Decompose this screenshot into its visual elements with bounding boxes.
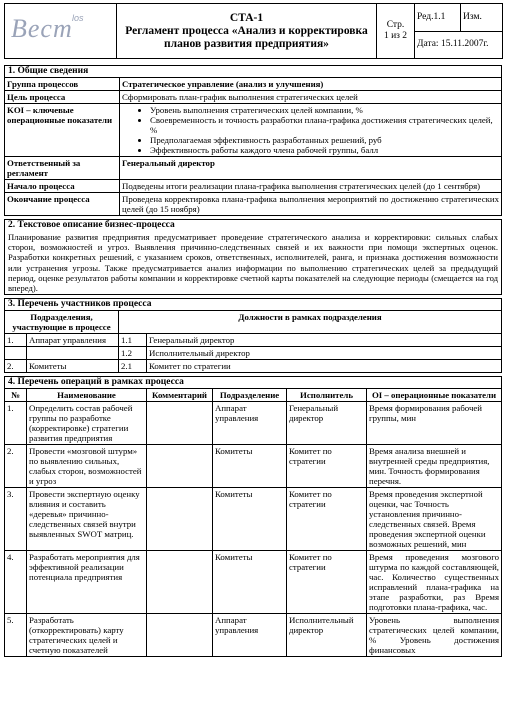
participants-table (4, 310, 502, 373)
operation-department: Аппарат управления (213, 614, 287, 657)
participant-number: 1. (5, 334, 27, 347)
revision: Ред.1.1 (415, 4, 461, 32)
operation-number: 3. (5, 488, 27, 551)
koi-label: KOI – ключевые операционные показатели (5, 104, 120, 157)
operations-col-oi: OI – операционные показатели (367, 389, 502, 402)
operations-col-number: № (5, 389, 27, 402)
operation-name: Разработать (откорректировать) карту стратегических целей и счетную показателей (27, 614, 147, 657)
process-goal-value: Сформировать план-график выполнения стратегических целей (120, 91, 502, 104)
operations-col-department: Подразделение (213, 389, 287, 402)
operations-col-comment: Комментарий (147, 389, 213, 402)
operation-comment (147, 402, 213, 445)
document-title: Регламент процесса «Анализ и корректировка планов развития предприятия» (125, 24, 368, 50)
participant-number: 2. (5, 360, 27, 373)
responsible-label: Ответственный за регламент (5, 157, 120, 180)
document-page (4, 3, 502, 657)
document-title-cell (117, 4, 377, 59)
operation-name: Провести экспертную оценку влияния и составить «деревья» причинно-следственных связей внутри выявленных SWOT матриц. (27, 488, 147, 551)
koi-list (120, 104, 502, 157)
operation-number: 4. (5, 551, 27, 614)
company-logo (5, 4, 117, 59)
page-value: 1 из 2 (383, 31, 408, 41)
process-description: Планирование развития предприятия предусматривает проведение стратегического анализа и корректировки: сильных слабых сторон, возможностей и угроз. Выявления причинно-следственных связей и их важности при помощи экспертных оценок. Разработки конкретных решений, с указанием сроков, ответственных, исполнителей, ранга, и признака достижения возможности или устранения угрозы. Также предусматривается анализ информации по выполнению стратегических целей за предыдущий период, оценке результатов работы компании и корректировке счетной карты показателей на следующие периоды (смещается на год вперед). (4, 231, 502, 295)
position-name: Исполнительный директор (147, 347, 502, 360)
operations-col-name: Наименование (27, 389, 147, 402)
koi-item: • Эффективность работы каждого члена рабочей группы, балл (150, 145, 499, 155)
process-goal-label: Цель процесса (5, 91, 120, 104)
operation-executor: Исполнительный директор (287, 614, 367, 657)
participants-col-positions: Должности в рамках подразделения (119, 311, 502, 334)
participant-department (27, 347, 119, 360)
process-end-label: Окончание процесса (5, 193, 120, 216)
operation-department: Аппарат управления (213, 402, 287, 445)
document-date: Дата: 15.11.2007г. (415, 31, 503, 59)
logo-subtext: los (72, 13, 84, 23)
document-code: СТА-1 (229, 11, 264, 24)
operation-number: 5. (5, 614, 27, 657)
page-label: Стр. (386, 20, 405, 30)
participants-col-departments: Подразделения, участвующие в процессе (5, 311, 119, 334)
operation-oi: Время формирования рабочей группы, мин (367, 402, 502, 445)
process-start-value: Подведены итоги реализации плана-графика выполнения стратегических целей (до 1 сентября) (120, 180, 502, 193)
change-label: Изм. (461, 4, 503, 32)
operation-number: 2. (5, 445, 27, 488)
operation-comment (147, 488, 213, 551)
participant-department: Аппарат управления (27, 334, 119, 347)
operation-comment (147, 614, 213, 657)
logo-text: Beст (11, 14, 73, 43)
process-group-label: Группа процессов (5, 78, 120, 91)
general-info-table (4, 77, 502, 216)
document-header (4, 3, 503, 59)
participant-number (5, 347, 27, 360)
koi-item: • Предполагаемая эффективность разработанных решений, руб (150, 135, 499, 145)
position-name: Комитет по стратегии (147, 360, 502, 373)
operation-department: Комитеты (213, 551, 287, 614)
operation-oi: Время проведения мозгового штурма по каждой составляющей, час. Количество существенных исправлений плана-графика на этапе разработки, раз Время подготовки плана-графика, час. (367, 551, 502, 614)
position-name: Генеральный директор (147, 334, 502, 347)
operations-table (4, 388, 502, 657)
responsible-value: Генеральный директор (120, 157, 502, 180)
operation-executor: Комитет по стратегии (287, 445, 367, 488)
operation-comment (147, 551, 213, 614)
section-4-title: 4. Перечень операций в рамках процесса (4, 376, 502, 388)
operation-department: Комитеты (213, 488, 287, 551)
position-number: 2.1 (119, 360, 147, 373)
operation-number: 1. (5, 402, 27, 445)
operation-department: Комитеты (213, 445, 287, 488)
participant-department: Комитеты (27, 360, 119, 373)
operation-comment (147, 445, 213, 488)
position-number: 1.2 (119, 347, 147, 360)
operation-executor: Генеральный директор (287, 402, 367, 445)
operations-col-executor: Исполнитель (287, 389, 367, 402)
koi-item: • Уровень выполнения стратегических целей компании, % (150, 105, 499, 115)
section-1-title: 1. Общие сведения (4, 65, 502, 77)
operation-name: Разработать мероприятия для эффективной реализации потенциала предприятия (27, 551, 147, 614)
operation-oi: Уровень выполнения стратегических целей компании, % Уровень достижения финансовых (367, 614, 502, 657)
section-2-title: 2. Текстовое описание бизнес-процесса (4, 219, 502, 231)
koi-item: • Своевременность и точность разработки плана-графика достижения стратегических целей, % (150, 115, 499, 135)
process-group-value: Стратегическое управление (анализ и улучшения) (120, 78, 502, 91)
position-number: 1.1 (119, 334, 147, 347)
page-number-cell (377, 4, 415, 59)
process-end-value: Проведена корректировка плана-графика выполнения мероприятий по достижению стратегических целей (до 15 ноября) (120, 193, 502, 216)
operation-executor: Комитет по стратегии (287, 551, 367, 614)
process-start-label: Начало процесса (5, 180, 120, 193)
section-3-title: 3. Перечень участников процесса (4, 298, 502, 310)
operation-name: Определить состав рабочей группы по разработке (корректировке) стратегии развития предприятия (27, 402, 147, 445)
operation-oi: Время проведения экспертной оценки, час Точность установления причинно-следственных связей. Время проведения экспертной оценки возможных решений, мин (367, 488, 502, 551)
operation-executor: Комитет по стратегии (287, 488, 367, 551)
operation-name: Провести «мозговой штурм» по выявлению сильных, слабых сторон, возможностей и угроз (27, 445, 147, 488)
operation-oi: Время анализа внешней и внутренней среды предприятия, мин. Точность формирования перечня. (367, 445, 502, 488)
